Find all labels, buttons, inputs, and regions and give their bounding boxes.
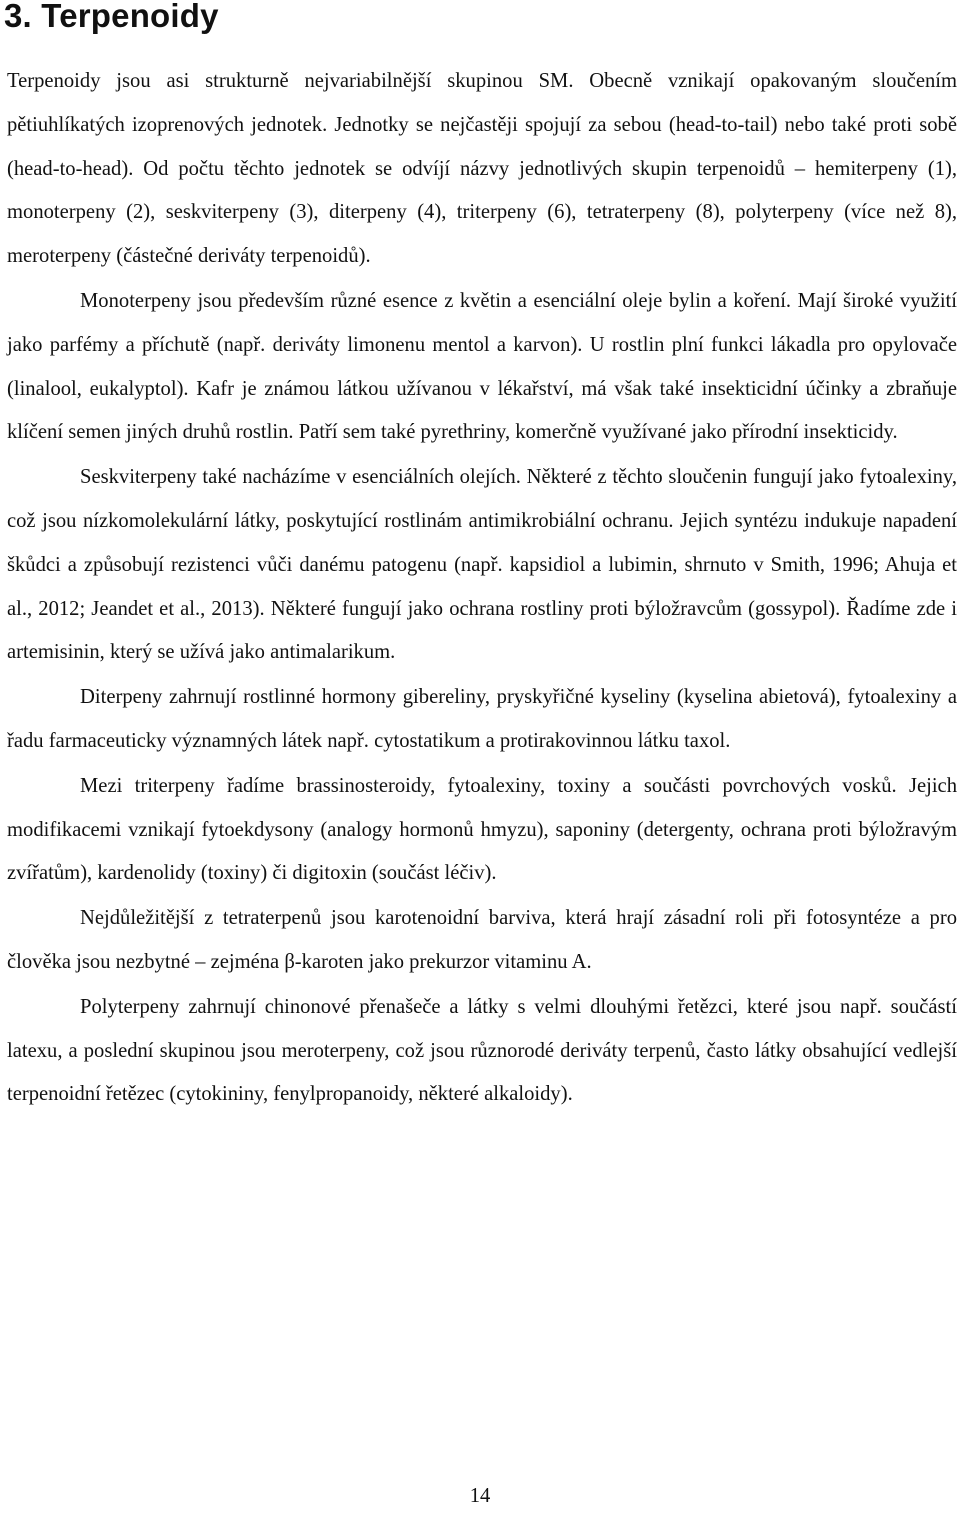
paragraph-polyterpeny: Polyterpeny zahrnují chinonové přenašeče a látky s velmi dlouhými řetězci, které jsou např. součástí latexu, a poslední skupinou jsou meroterpeny, což jsou různorodé deriváty terpenů, často látky obsahující vedlejší terpenoidní řetězec (cytokininy, fenylpropanoidy, některé alkaloidy). bbox=[7, 995, 957, 1106]
paragraph-tetraterpeny: Nejdůležitější z tetraterpenů jsou karotenoidní barviva, která hrají zásadní roli při fotosyntéze a pro člověka jsou nezbytné – zejména β-karoten jako prekurzor vitaminu A. bbox=[7, 907, 957, 973]
body-text bbox=[7, 60, 957, 1117]
paragraph-intro: Terpenoidy jsou asi strukturně nejvariabilnější skupinou SM. Obecně vznikají opakovaným sloučením pětiuhlíkatých izoprenových jednotek. Jednotky se nejčastěji spojují za sebou (head-to-tail) nebo také proti sobě (head-to-head). Od počtu těchto jednotek se odvíjí názvy jednotlivých skupin terpenoidů – hemiterpeny (1), monoterpeny (2), seskviterpeny (3), diterpeny (4), triterpeny (6), tetraterpeny (8), polyterpeny (více než 8), meroterpeny (částečné deriváty terpenoidů). bbox=[7, 70, 957, 268]
paragraph-diterpeny: Diterpeny zahrnují rostlinné hormony gibereliny, pryskyřičné kyseliny (kyselina abietová), fytoalexiny a řadu farmaceuticky významných látek např. cytostatikum a protirakovinnou látku taxol. bbox=[7, 686, 957, 752]
paragraph-triterpeny: Mezi triterpeny řadíme brassinosteroidy, fytoalexiny, toxiny a součásti povrchových vosků. Jejich modifikacemi vznikají fytoekdysony (analogy hormonů hmyzu), saponiny (detergenty, ochrana proti býložravým zvířatům), kardenolidy (toxiny) či digitoxin (součást léčiv). bbox=[7, 774, 957, 885]
page-number: 14 bbox=[469, 1485, 491, 1507]
paragraph-monoterpeny: Monoterpeny jsou především různé esence z květin a esenciální oleje bylin a koření. Mají široké využití jako parfémy a příchutě (např. deriváty limonenu mentol a karvon). U rostlin plní funkci lákadla pro opylovače (linalool, eukalyptol). Kafr je známou látkou užívanou v lékařství, má však také insekticidní účinky a zbraňuje klíčení semen jiných druhů rostlin. Patří sem také pyrethriny, komerčně využívané jako přírodní insekticidy. bbox=[7, 289, 957, 444]
chapter-heading: 3. Terpenoidy bbox=[4, 0, 219, 34]
paragraph-seskviterpeny: Seskviterpeny také nacházíme v esenciálních olejích. Některé z těchto sloučenin fungují jako fytoalexiny, což jsou nízkomolekulární látky, poskytující rostlinám antimikrobiální ochranu. Jejich syntézu indukuje napadení škůdci a způsobují rezistenci vůči danému patogenu (např. kapsidiol a lubimin, shrnuto v Smith, 1996; Ahuja et al., 2012; Jeandet et al., 2013). Některé fungují jako ochrana rostliny proti býložravcům (gossypol). Řadíme zde i artemisinin, který se užívá jako antimalarikum. bbox=[7, 466, 957, 664]
